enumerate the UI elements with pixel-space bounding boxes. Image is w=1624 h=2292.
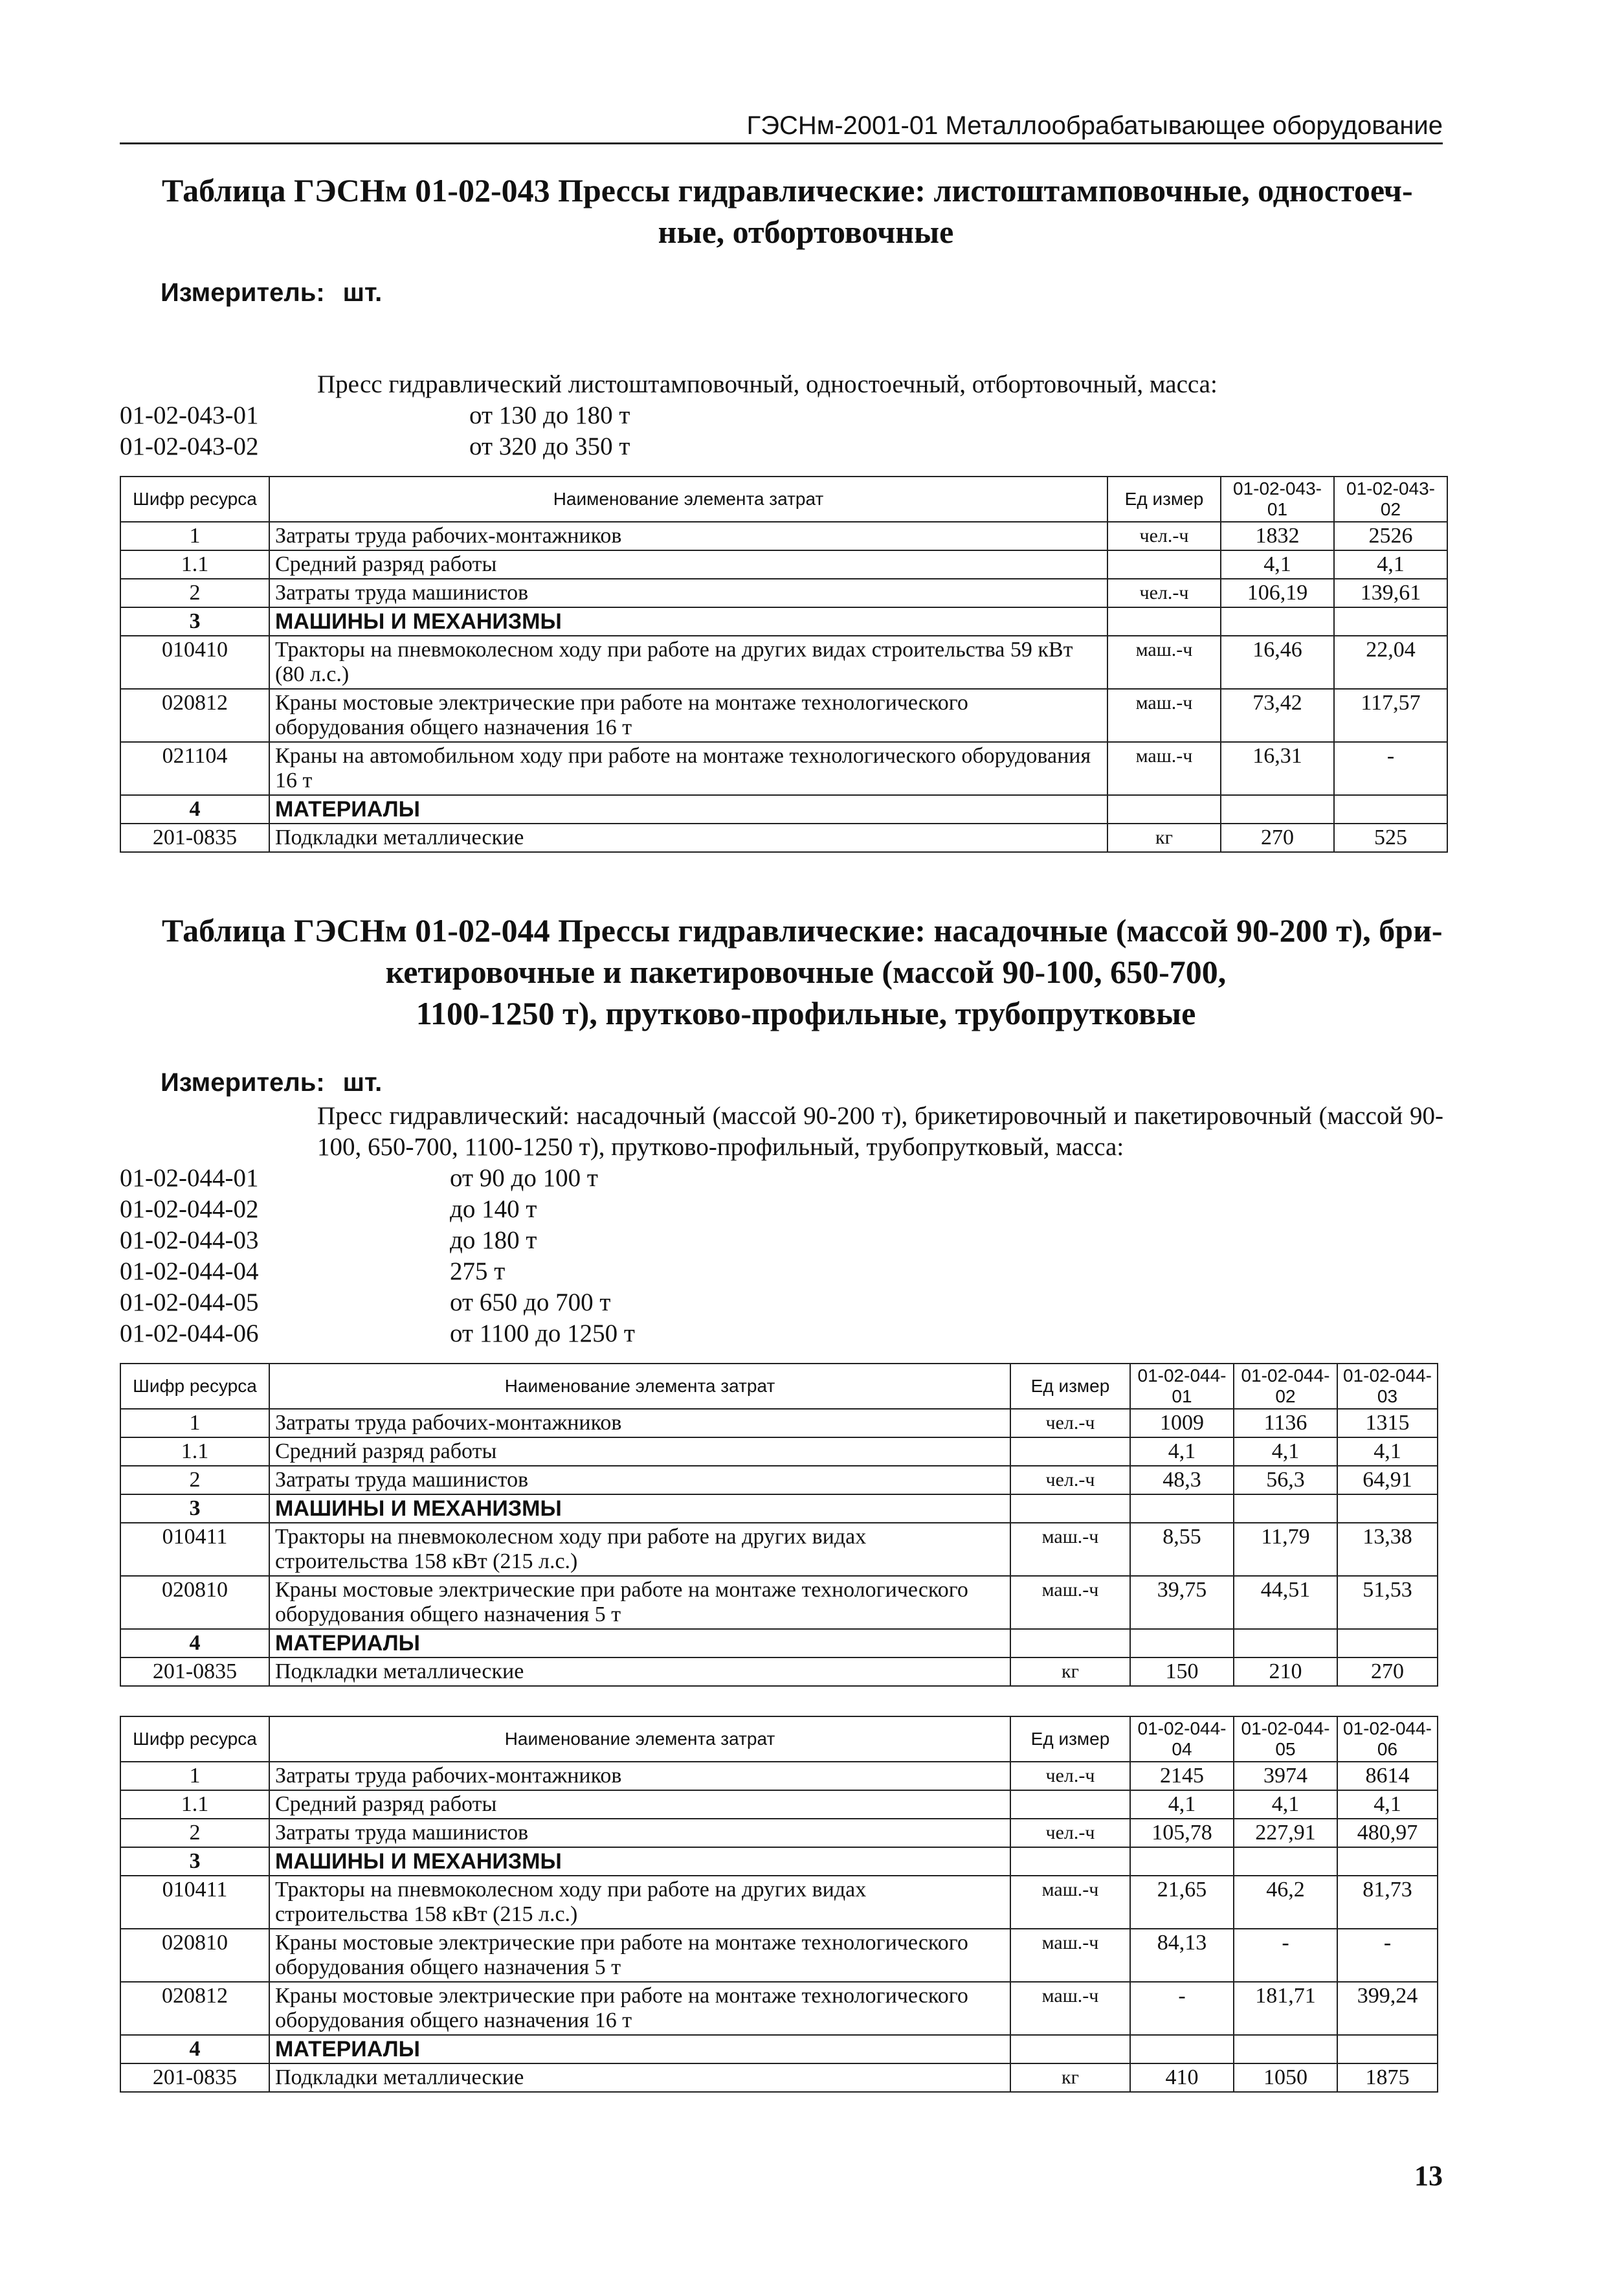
table1-title [162,170,1450,253]
code-list-desc: до 180 т [450,1226,537,1254]
cell-unit [1010,1847,1130,1876]
cell-value [1130,1629,1234,1657]
table1-measure-label: Измеритель: [161,278,325,307]
cell-unit: кг [1107,824,1221,852]
cell-value: 4,1 [1234,1790,1337,1819]
cell-name: МАШИНЫ И МЕХАНИЗМЫ [269,607,1107,636]
cell-value: 8,55 [1130,1523,1234,1576]
table-header-row [120,477,1447,522]
table2-measure [161,1068,382,1097]
cell-value: 150 [1130,1657,1234,1686]
cell-value: 4,1 [1234,1437,1337,1466]
table2-code-list [120,1163,635,1349]
cell-value [1334,795,1447,824]
cell-unit: кг [1010,1657,1130,1686]
cell-value: 64,91 [1337,1466,1438,1494]
cell-value: 1050 [1234,2063,1337,2092]
code-list-item [120,1225,635,1256]
cell-code: 010411 [120,1523,269,1576]
table1-code-list [120,400,630,462]
table-row [120,1576,1438,1629]
cell-value: 51,53 [1337,1576,1438,1629]
code-list-code: 01-02-044-04 [120,1257,259,1285]
cell-code: 020810 [120,1576,269,1629]
code-list-code: 01-02-043-01 [120,401,259,429]
table-row [120,1876,1438,1929]
cell-value: 22,04 [1334,636,1447,689]
cell-unit: чел.-ч [1107,579,1221,607]
cell-unit: маш.-ч [1107,636,1221,689]
col-header-code: Шифр ресурса [120,1364,269,1409]
cell-name: Затраты труда рабочих-монтажников [269,522,1107,550]
table2-cost-table-part2 [120,1716,1438,2093]
col-header-norm: 01-02-044-01 [1130,1364,1234,1409]
table1-measure [161,278,382,308]
cell-value: 1315 [1337,1409,1438,1437]
cell-code: 4 [120,2035,269,2063]
table-row [120,689,1447,742]
table-row [120,1790,1438,1819]
table2-intro: Пресс гидравлический: насадочный (массой 90-200 т), брикетировочный и пакетировочный (массой 90-100, 650-700, 1100-1250 т), прутково-профильный, трубопрутковый, масса: [317,1102,1443,1161]
table1-title-line2: ные, отбортовочные [658,214,954,250]
cell-unit [1107,550,1221,579]
cell-unit: чел.-ч [1010,1819,1130,1847]
col-header-name: Наименование элемента затрат [269,477,1107,522]
section-row [120,1847,1438,1876]
cell-unit: маш.-ч [1010,1876,1130,1929]
cell-value: - [1234,1929,1337,1982]
cell-value: 525 [1334,824,1447,852]
cell-value [1337,2035,1438,2063]
col-header-name: Наименование элемента затрат [269,1364,1010,1409]
cell-unit [1010,1494,1130,1523]
section-row [120,2035,1438,2063]
col-header-norm: 01-02-043-01 [1221,477,1334,522]
cell-code: 021104 [120,742,269,795]
cell-unit [1107,795,1221,824]
table-row [120,1982,1438,2035]
code-list-desc: от 320 до 350 т [469,433,630,460]
cell-name: Средний разряд работы [269,1437,1010,1466]
table2-title [162,910,1450,1034]
code-list-code: 01-02-044-06 [120,1320,259,1347]
cell-value [1221,795,1334,824]
cell-value: 11,79 [1234,1523,1337,1576]
cell-value [1130,1494,1234,1523]
section-row [120,795,1447,824]
cell-name: Тракторы на пневмоколесном ходу при работе на других видах строительства 158 кВт (215 л.с.) [269,1876,1010,1929]
cell-name: Затраты труда машинистов [269,579,1107,607]
cell-code: 201-0835 [120,1657,269,1686]
code-list-item [120,1318,635,1349]
col-header-norm: 01-02-043-02 [1334,477,1447,522]
table-row [120,1437,1438,1466]
cell-value [1334,607,1447,636]
cell-code: 3 [120,1494,269,1523]
cell-code: 2 [120,1466,269,1494]
cell-code: 1.1 [120,1790,269,1819]
cell-value [1337,1494,1438,1523]
cell-value [1130,2035,1234,2063]
cell-unit: маш.-ч [1010,1929,1130,1982]
cell-unit: маш.-ч [1010,1982,1130,2035]
table1-title-line1: Таблица ГЭСНм 01-02-043 Прессы гидравлические: листоштамповочные, одностоеч- [162,172,1413,208]
cell-value: 480,97 [1337,1819,1438,1847]
code-list-code: 01-02-044-03 [120,1226,259,1254]
cell-code: 1.1 [120,550,269,579]
cell-code: 1 [120,1409,269,1437]
cell-name: Подкладки металлические [269,1657,1010,1686]
cell-name: Краны мостовые электрические при работе на монтаже технологического оборудования общего назначения 5 т [269,1576,1010,1629]
cell-value: - [1337,1929,1438,1982]
table2-title-line2: кетировочные и пакетировочные (массой 90-100, 650-700, [385,954,1227,990]
code-list-desc: 275 т [450,1257,506,1285]
cell-name: Тракторы на пневмоколесном ходу при работе на других видах строительства 158 кВт (215 л.с.) [269,1523,1010,1576]
cell-value: - [1334,742,1447,795]
cell-unit [1010,2035,1130,2063]
cell-value: 1009 [1130,1409,1234,1437]
cell-code: 2 [120,579,269,607]
cell-unit [1010,1437,1130,1466]
cell-value: 139,61 [1334,579,1447,607]
code-list-desc: от 130 до 180 т [469,401,630,429]
cell-name: Краны на автомобильном ходу при работе на монтаже технологического оборудования 16 т [269,742,1107,795]
cell-name: МАШИНЫ И МЕХАНИЗМЫ [269,1847,1010,1876]
cell-value: - [1130,1982,1234,2035]
cell-value: 16,31 [1221,742,1334,795]
cell-name: Краны мостовые электрические при работе на монтаже технологического оборудования общего назначения 16 т [269,689,1107,742]
table-header-row [120,1716,1438,1762]
cell-value: 1875 [1337,2063,1438,2092]
cell-value: 3974 [1234,1762,1337,1790]
cell-value: 410 [1130,2063,1234,2092]
cell-code: 201-0835 [120,824,269,852]
cell-value: 56,3 [1234,1466,1337,1494]
code-list-item [120,400,630,431]
table-row [120,636,1447,689]
table-row [120,1523,1438,1576]
table-row [120,1409,1438,1437]
section-row [120,1494,1438,1523]
cell-value: 73,42 [1221,689,1334,742]
table-row [120,522,1447,550]
table-row [120,1929,1438,1982]
cell-unit [1010,1629,1130,1657]
cell-value: 81,73 [1337,1876,1438,1929]
cell-value: 4,1 [1221,550,1334,579]
code-list-code: 01-02-043-02 [120,433,259,460]
cell-code: 3 [120,1847,269,1876]
table2-cost-table-part1 [120,1363,1438,1687]
cell-value: 227,91 [1234,1819,1337,1847]
cell-value: 106,19 [1221,579,1334,607]
code-list-code: 01-02-044-01 [120,1164,259,1192]
cell-value [1234,2035,1337,2063]
cell-value: 2526 [1334,522,1447,550]
cell-name: Тракторы на пневмоколесном ходу при работе на других видах строительства 59 кВт (80 л.с.) [269,636,1107,689]
code-list-code: 01-02-044-05 [120,1288,259,1316]
cell-value: 13,38 [1337,1523,1438,1576]
table-row [120,1466,1438,1494]
cell-value: 105,78 [1130,1819,1234,1847]
cell-value: 399,24 [1337,1982,1438,2035]
cell-name: МАШИНЫ И МЕХАНИЗМЫ [269,1494,1010,1523]
cell-code: 020810 [120,1929,269,1982]
cell-value: 21,65 [1130,1876,1234,1929]
cell-unit: маш.-ч [1107,742,1221,795]
cell-code: 010410 [120,636,269,689]
cell-value [1337,1629,1438,1657]
col-header-unit: Ед измер [1107,477,1221,522]
table-header-row [120,1364,1438,1409]
cell-unit: чел.-ч [1010,1762,1130,1790]
table-row [120,1819,1438,1847]
cell-value: 270 [1221,824,1334,852]
cell-unit: маш.-ч [1010,1576,1130,1629]
col-header-code: Шифр ресурса [120,477,269,522]
cell-value: 1136 [1234,1409,1337,1437]
table-row [120,1657,1438,1686]
table-row [120,579,1447,607]
cell-name: Подкладки металлические [269,824,1107,852]
cell-code: 4 [120,1629,269,1657]
cell-name: Средний разряд работы [269,1790,1010,1819]
col-header-unit: Ед измер [1010,1716,1130,1762]
cell-code: 201-0835 [120,2063,269,2092]
table1-intro: Пресс гидравлический листоштамповочный, одностоечный, отбортовочный, масса: [317,370,1218,398]
code-list-desc: до 140 т [450,1195,537,1223]
cell-value: 210 [1234,1657,1337,1686]
col-header-code: Шифр ресурса [120,1716,269,1762]
table1-cost-table [120,476,1448,853]
cell-value: 46,2 [1234,1876,1337,1929]
code-list-item [120,1287,635,1318]
running-header-text: ГЭСНм-2001-01 Металлообрабатывающее оборудование [746,111,1443,140]
cell-code: 1.1 [120,1437,269,1466]
table-row [120,550,1447,579]
cell-value: 117,57 [1334,689,1447,742]
cell-unit: кг [1010,2063,1130,2092]
cell-name: МАТЕРИАЛЫ [269,1629,1010,1657]
cell-name: Краны мостовые электрические при работе на монтаже технологического оборудования общего назначения 16 т [269,1982,1010,2035]
table2-measure-label: Измеритель: [161,1068,325,1097]
cell-value: 4,1 [1337,1437,1438,1466]
cell-value [1337,1847,1438,1876]
running-header [120,109,1443,144]
cell-name: Затраты труда машинистов [269,1466,1010,1494]
cell-code: 2 [120,1819,269,1847]
page-number: 13 [1414,2160,1443,2192]
col-header-norm: 01-02-044-02 [1234,1364,1337,1409]
code-list-desc: от 90 до 100 т [450,1164,598,1192]
table-row [120,1762,1438,1790]
cell-value [1234,1847,1337,1876]
code-list-item [120,1194,635,1225]
cell-value [1234,1629,1337,1657]
cell-code: 010411 [120,1876,269,1929]
cell-value: 16,46 [1221,636,1334,689]
col-header-unit: Ед измер [1010,1364,1130,1409]
cell-unit: чел.-ч [1010,1466,1130,1494]
cell-name: МАТЕРИАЛЫ [269,795,1107,824]
table2-measure-value: шт. [342,1068,383,1097]
cell-value: 270 [1337,1657,1438,1686]
cell-value: 4,1 [1130,1437,1234,1466]
code-list-desc: от 650 до 700 т [450,1288,611,1316]
cell-unit [1107,607,1221,636]
cell-unit: чел.-ч [1107,522,1221,550]
col-header-norm: 01-02-044-06 [1337,1716,1438,1762]
cell-value: 84,13 [1130,1929,1234,1982]
cell-value: 4,1 [1130,1790,1234,1819]
code-list-item [120,1256,635,1287]
section-row [120,1629,1438,1657]
cell-name: Затраты труда машинистов [269,1819,1010,1847]
cell-unit: чел.-ч [1010,1409,1130,1437]
cell-name: МАТЕРИАЛЫ [269,2035,1010,2063]
cell-value: 1832 [1221,522,1334,550]
cell-name: Подкладки металлические [269,2063,1010,2092]
cell-unit: маш.-ч [1107,689,1221,742]
cell-value: 8614 [1337,1762,1438,1790]
cell-code: 4 [120,795,269,824]
code-list-code: 01-02-044-02 [120,1195,259,1223]
cell-value: 39,75 [1130,1576,1234,1629]
code-list-item [120,1163,635,1194]
col-header-norm: 01-02-044-05 [1234,1716,1337,1762]
cell-unit: маш.-ч [1010,1523,1130,1576]
cell-value [1234,1494,1337,1523]
table1-measure-value: шт. [342,278,383,307]
cell-value [1130,1847,1234,1876]
col-header-name: Наименование элемента затрат [269,1716,1010,1762]
cell-value: 4,1 [1334,550,1447,579]
cell-value [1221,607,1334,636]
table-row [120,2063,1438,2092]
cell-unit [1010,1790,1130,1819]
cell-value: 48,3 [1130,1466,1234,1494]
col-header-norm: 01-02-044-04 [1130,1716,1234,1762]
cell-value: 181,71 [1234,1982,1337,2035]
cell-code: 3 [120,607,269,636]
table-row [120,824,1447,852]
cell-code: 020812 [120,1982,269,2035]
cell-name: Затраты труда рабочих-монтажников [269,1762,1010,1790]
cell-value: 4,1 [1337,1790,1438,1819]
code-list-desc: от 1100 до 1250 т [450,1320,635,1347]
col-header-norm: 01-02-044-03 [1337,1364,1438,1409]
section-row [120,607,1447,636]
cell-value: 44,51 [1234,1576,1337,1629]
table-row [120,742,1447,795]
cell-code: 1 [120,522,269,550]
code-list-item [120,431,630,462]
cell-value: 2145 [1130,1762,1234,1790]
table2-title-line3: 1100-1250 т), прутково-профильные, трубопрутковые [416,995,1196,1031]
table2-title-line1: Таблица ГЭСНм 01-02-044 Прессы гидравлические: насадочные (массой 90-200 т), бри- [162,912,1443,949]
cell-name: Краны мостовые электрические при работе на монтаже технологического оборудования общего назначения 5 т [269,1929,1010,1982]
cell-name: Затраты труда рабочих-монтажников [269,1409,1010,1437]
cell-code: 020812 [120,689,269,742]
cell-name: Средний разряд работы [269,550,1107,579]
cell-code: 1 [120,1762,269,1790]
